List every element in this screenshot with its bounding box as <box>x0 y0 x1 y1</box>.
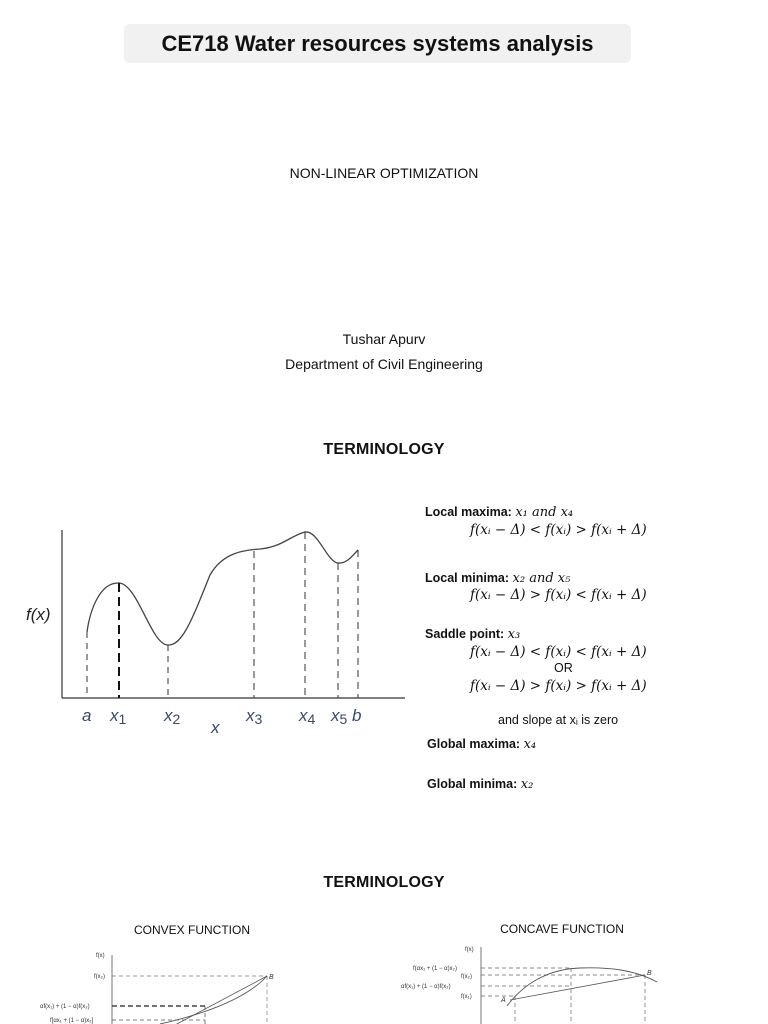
saddle-point-value: x₃ <box>507 627 521 642</box>
page-title: CE718 Water resources systems analysis <box>161 30 594 56</box>
department-name: Department of Civil Engineering <box>285 356 483 372</box>
function-curve <box>87 532 358 645</box>
tick-x4: x4 <box>299 706 316 727</box>
convex-caption: CONVEX FUNCTION <box>133 923 250 937</box>
concave-label-f-mid: f(αx₁ + (1 − α)x₂) <box>413 966 457 972</box>
concave-figure <box>395 942 665 1024</box>
title-box <box>124 24 631 63</box>
convex-label-chord: αf(x₁) + (1 − α)f(x₂) <box>40 1004 90 1010</box>
local-maxima-formula: f(xᵢ − Δ) < f(xᵢ) > f(xᵢ + Δ) <box>470 522 647 538</box>
convex-label-b: B <box>269 974 274 981</box>
section-heading-terminology-1: TERMINOLOGY <box>323 441 445 458</box>
convex-label-fx2: f(x₂) <box>94 974 105 980</box>
section-heading-terminology-2: TERMINOLOGY <box>323 874 445 891</box>
global-minima-label: Global minima: <box>427 777 518 791</box>
local-minima-label: Local minima: <box>425 571 510 585</box>
concave-chord <box>510 975 645 1000</box>
concave-caption: CONCAVE FUNCTION <box>500 922 624 936</box>
saddle-formula-1: f(xᵢ − Δ) < f(xᵢ) < f(xᵢ + Δ) <box>470 644 647 660</box>
concave-label-fx2: f(x₂) <box>461 974 472 980</box>
convex-chord <box>160 976 267 1024</box>
global-maxima-value: x₄ <box>523 737 537 752</box>
saddle-point-row <box>425 627 520 642</box>
y-axis-label: f(x) <box>26 605 51 624</box>
saddle-or: OR <box>554 661 573 675</box>
convex-curve <box>160 976 267 1024</box>
tick-a: a <box>82 706 92 725</box>
author-name: Tushar Apurv <box>342 331 426 347</box>
global-minima-row <box>427 777 533 792</box>
tick-x2: x2 <box>164 706 181 727</box>
tick-x5: x5 <box>331 706 348 727</box>
concave-label-a: A <box>501 997 506 1004</box>
local-maxima-row <box>425 505 573 520</box>
local-maxima-value: x₁ and x₄ <box>515 505 574 520</box>
tick-x3: x3 <box>246 706 263 727</box>
x-axis-label: x <box>211 718 220 737</box>
local-minima-formula: f(xᵢ − Δ) > f(xᵢ) < f(xᵢ + Δ) <box>470 587 647 603</box>
tick-b: b <box>352 706 362 725</box>
convex-figure <box>30 945 290 1024</box>
extrema-graph <box>20 520 415 745</box>
subtitle: NON-LINEAR OPTIMIZATION <box>289 165 479 181</box>
convex-label-fx: f(x) <box>96 953 105 959</box>
convex-label-f: f[αx₁ + (1 − α)x₂] <box>50 1018 94 1024</box>
global-maxima-label: Global maxima: <box>427 737 521 751</box>
concave-label-b: B <box>647 970 652 977</box>
saddle-formula-2: f(xᵢ − Δ) > f(xᵢ) > f(xᵢ + Δ) <box>470 678 647 694</box>
local-minima-value: x₂ and x₅ <box>512 571 571 586</box>
tick-x1: x1 <box>110 706 127 727</box>
global-minima-value: x₂ <box>520 777 534 792</box>
concave-label-fx1: f(x₁) <box>461 994 472 1000</box>
local-maxima-label: Local maxima: <box>425 505 512 519</box>
concave-label-fx: f(x) <box>465 947 474 953</box>
concave-label-chord: αf(x₁) + (1 − α)f(x₂) <box>401 984 451 990</box>
saddle-point-label: Saddle point: <box>425 627 505 641</box>
local-minima-row <box>425 571 570 586</box>
slope-note: and slope at xᵢ is zero <box>498 713 619 727</box>
global-maxima-row <box>427 737 536 752</box>
